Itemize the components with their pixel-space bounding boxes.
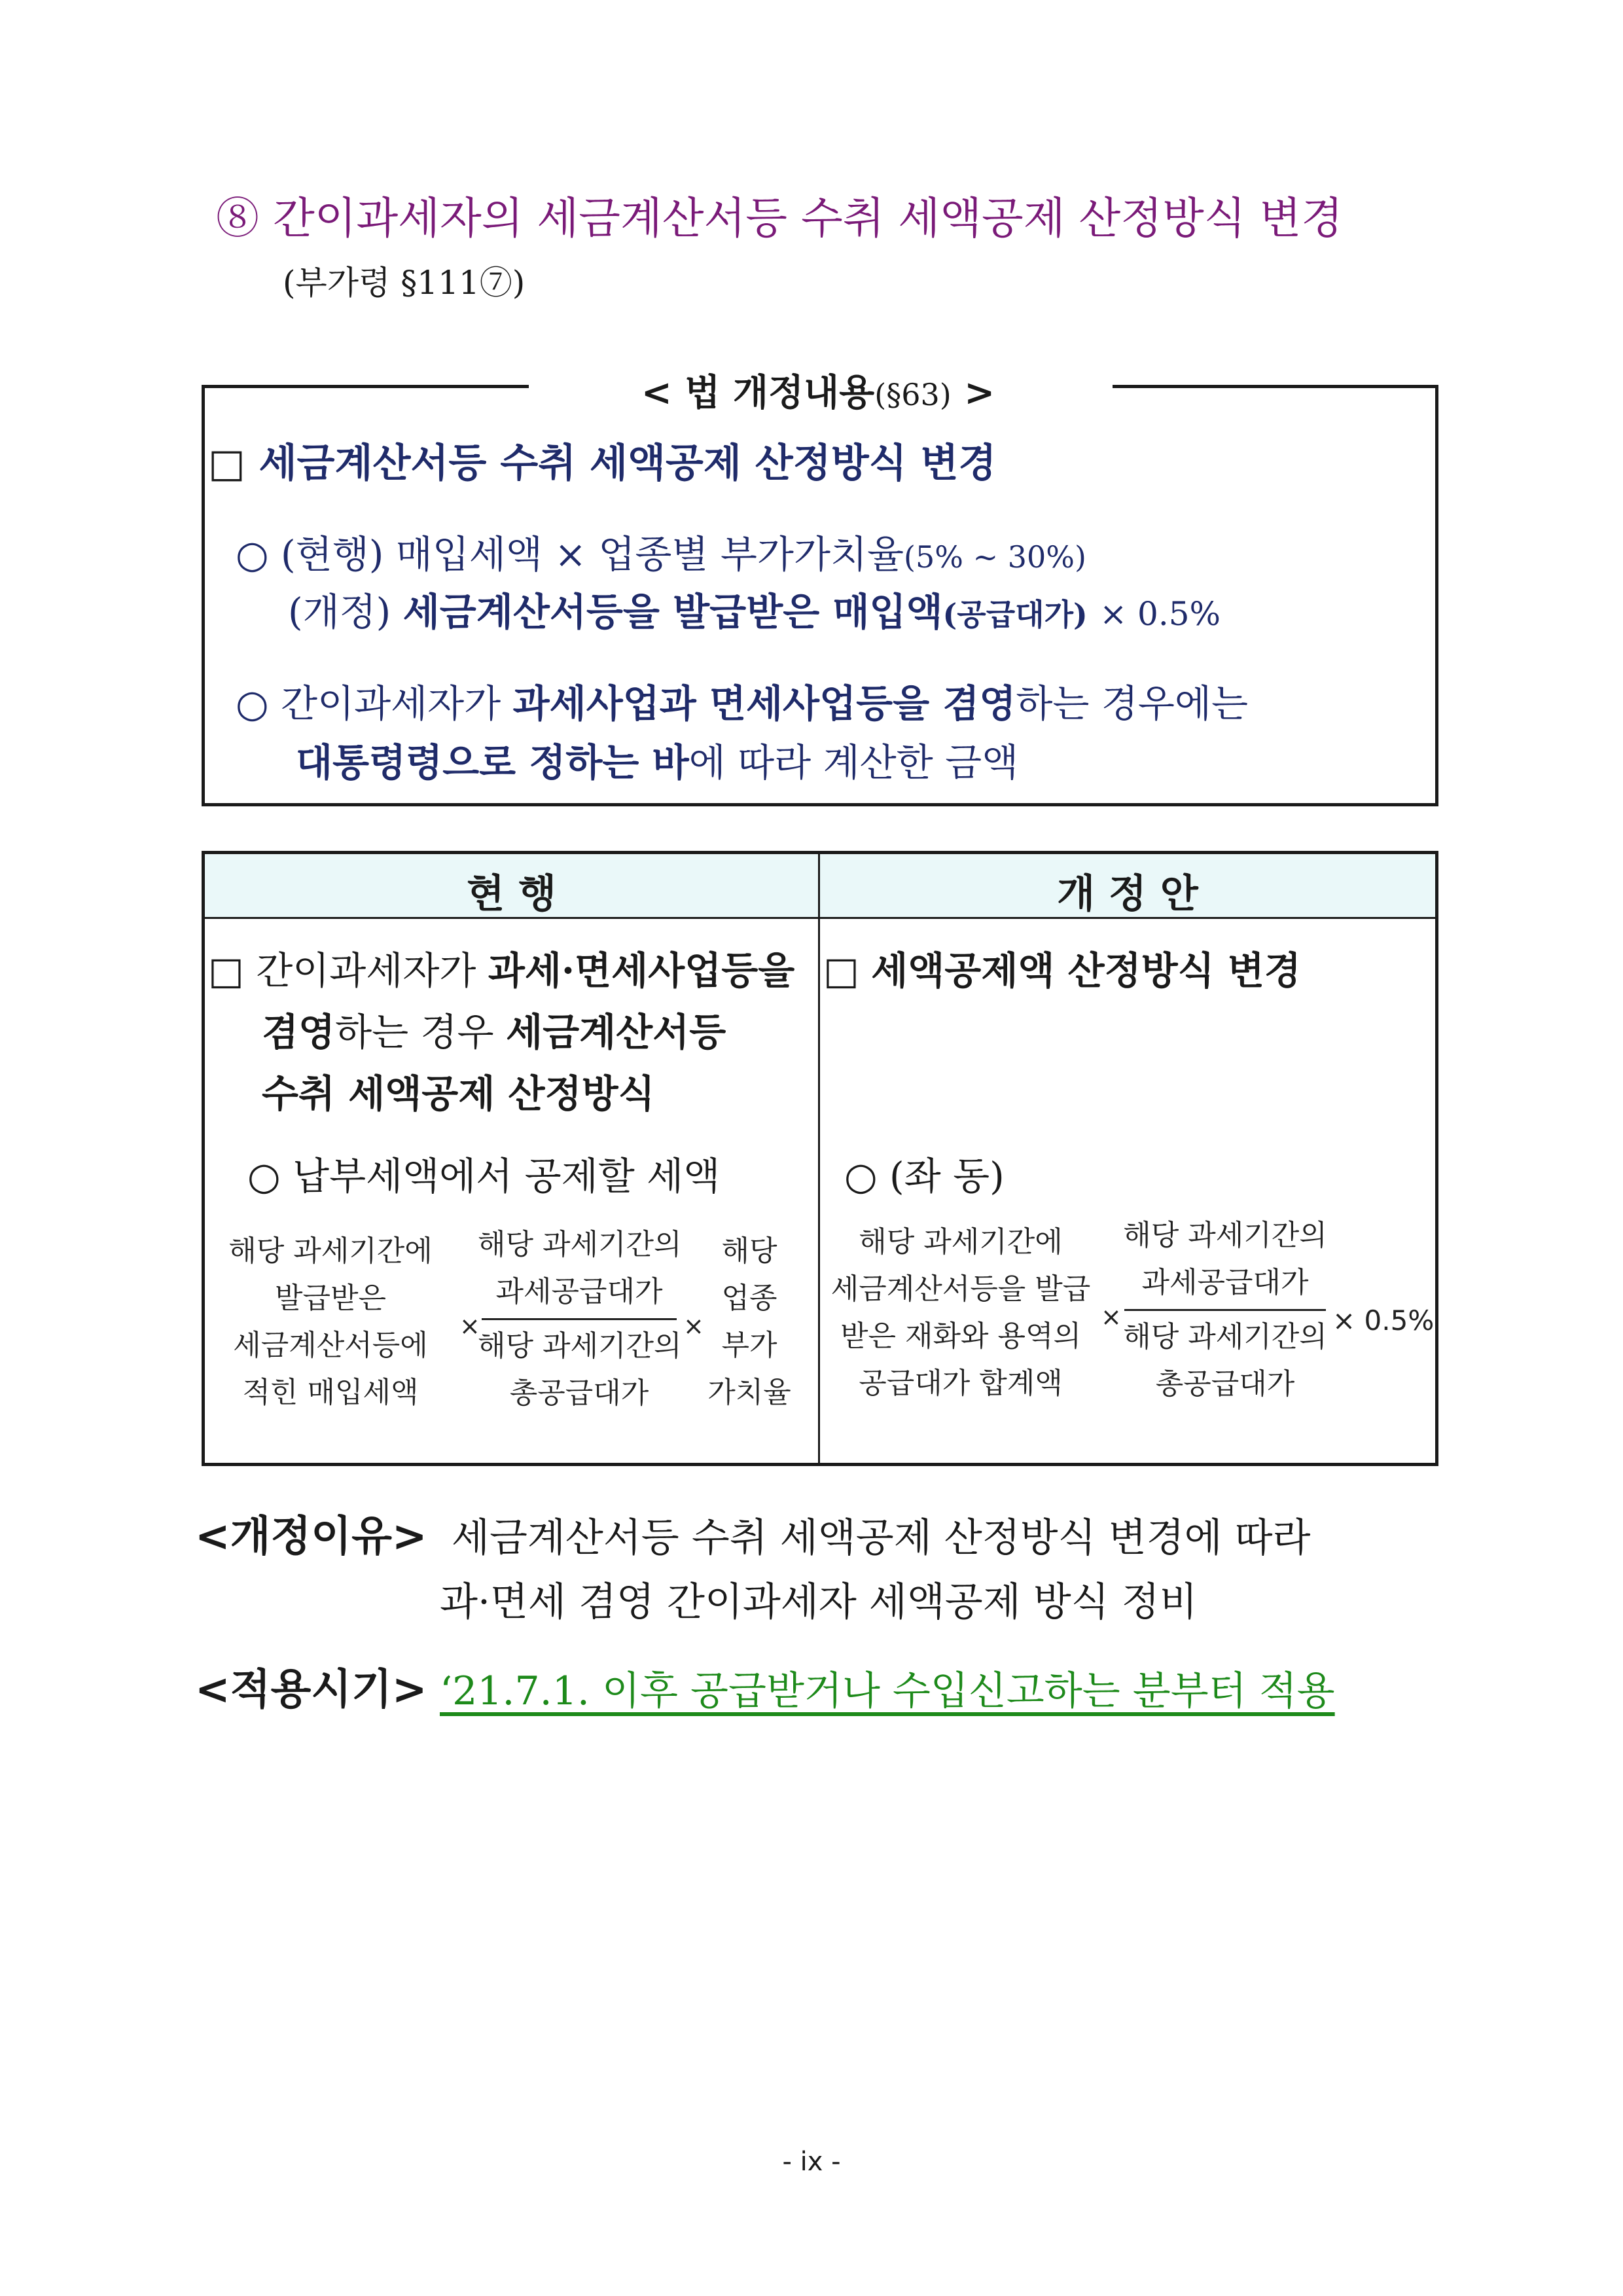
current-text: 매입세액 × 업종별 부가가치율 [395, 532, 904, 577]
formula-text: 과세공급대가 [495, 1275, 663, 1308]
law-box-heading-ref: (§63) [874, 377, 952, 412]
divider [202, 385, 529, 388]
current-item-line2 [262, 1001, 726, 1056]
formula-text: 과세공급대가 [1141, 1266, 1309, 1299]
law-line-current [236, 524, 1086, 579]
law-line-concurrent [236, 673, 1248, 728]
formula-text: 해당 [721, 1234, 777, 1268]
formula-text: 해당 과세기간에 [228, 1234, 433, 1268]
divider [1113, 385, 1438, 388]
current-item-line3: 수취 세액공제 산정방식 [262, 1071, 655, 1116]
fraction-bar [1124, 1309, 1326, 1311]
table-header-current: 현 행 [467, 871, 556, 917]
current-formula-term3 [700, 1228, 798, 1416]
multiply-sign: × [683, 1312, 704, 1340]
bullet-mark: ○ [236, 681, 269, 726]
apply-label: <적용시기> [195, 1666, 427, 1714]
current-item-text-e: 세금계산서등 [506, 1010, 726, 1054]
revised-formula-rate: × 0.5% [1332, 1304, 1435, 1336]
multiply-sign: × [459, 1312, 480, 1340]
revised-bold-text: 세금계산서등을 발급받은 매입액 [402, 590, 943, 634]
formula-text: 총공급대가 [509, 1376, 649, 1410]
checkbox-mark: □ [823, 948, 859, 993]
current-item-text-b: 과세·면세사업등을 [488, 948, 795, 993]
revised-paren: (공급대가) [942, 597, 1088, 632]
formula-text: 가치율 [707, 1376, 791, 1409]
current-item-text-a: 간이과세자가 [256, 948, 476, 993]
fraction-bar [482, 1318, 677, 1320]
formula-text: 세금계산서등에 [233, 1329, 428, 1362]
law-box-heading [537, 364, 1099, 416]
current-formula-term1 [219, 1228, 442, 1416]
checkbox-mark: □ [208, 948, 244, 993]
law-line-decree [296, 732, 1018, 787]
current-formula-fraction [478, 1221, 681, 1417]
formula-text: 발급받은 [274, 1282, 386, 1315]
formula-text: 업종 [721, 1282, 777, 1315]
revised-formula-fraction [1120, 1212, 1330, 1408]
checkbox-mark: □ [208, 440, 245, 486]
revised-sub-item: ○ (좌 동) [844, 1154, 1005, 1198]
reason-line2: 과·면세 겸영 간이과세자 세액공제 방식 정비 [440, 1579, 1198, 1625]
item-title-text: 세금계산서등 수취 세액공제 산정방식 변경 [259, 440, 997, 486]
revised-item-text: 세액공제액 산정방식 변경 [871, 948, 1301, 993]
law-box-heading-end: > [951, 371, 995, 414]
current-item-text-d: 하는 경우 [335, 1010, 494, 1054]
bullet-mark: ○ [236, 532, 269, 577]
table-header-revised: 개 정 안 [1057, 871, 1198, 917]
formula-text: 해당 과세기간의 [1123, 1219, 1327, 1252]
concurrent-text-c: 하는 경우에는 [1016, 681, 1249, 726]
law-line-revised [288, 581, 1221, 636]
formula-text: 해당 과세기간의 [478, 1228, 682, 1261]
formula-text: 해당 과세기간의 [1123, 1320, 1327, 1354]
formula-text: 받은 재화와 용역의 [840, 1319, 1081, 1353]
revised-end: × 0.5% [1099, 595, 1221, 633]
reason-label: <개정이유> [195, 1513, 427, 1561]
decree-text-b: 대통령령으로 정하는 바 [296, 740, 689, 785]
decree-text-c: 에 따라 계산한 금액 [688, 740, 1019, 785]
page-number: - ix - [782, 2147, 841, 2177]
law-box-heading-text: < 법 개정내용 [641, 371, 875, 414]
current-rate: (5% ~ 30%) [904, 539, 1086, 575]
revised-item-line1 [823, 940, 1301, 995]
formula-text: 총공급대가 [1155, 1367, 1295, 1401]
law-box-item-title [208, 432, 996, 488]
concurrent-text-a: 간이과세자가 [281, 681, 501, 726]
current-sub-item: ○ 납부세액에서 공제할 세액 [247, 1154, 721, 1198]
apply-text: ‘21.7.1. 이후 공급받거나 수입신고하는 분부터 적용 [440, 1668, 1335, 1714]
revised-formula-term1 [830, 1219, 1092, 1407]
table-column-divider [818, 854, 820, 1463]
formula-text: 해당 과세기간의 [478, 1329, 682, 1363]
formula-text: 세금계산서등을 발급 [830, 1272, 1091, 1306]
section-title: ⑧ 간이과세자의 세금계산서등 수취 세액공제 산정방식 변경 [216, 193, 1344, 243]
current-item-text-c: 겸영 [262, 1010, 336, 1054]
formula-text: 적힌 매입세액 [242, 1376, 419, 1409]
multiply-sign: × [1101, 1302, 1122, 1331]
formula-text: 해당 과세기간에 [859, 1225, 1063, 1259]
formula-text: 공급대가 합계액 [859, 1367, 1063, 1400]
current-item-line1 [208, 940, 794, 995]
formula-text: 부가 [721, 1329, 777, 1362]
current-label: (현행) [281, 532, 384, 577]
concurrent-text-b: 과세사업과 면세사업등을 겸영 [512, 681, 1016, 726]
section-subtitle: (부가령 §111⑦) [283, 264, 526, 302]
revised-label: (개정) [288, 590, 391, 634]
reason-line1: 세금계산서등 수취 세액공제 산정방식 변경에 따라 [452, 1515, 1311, 1561]
